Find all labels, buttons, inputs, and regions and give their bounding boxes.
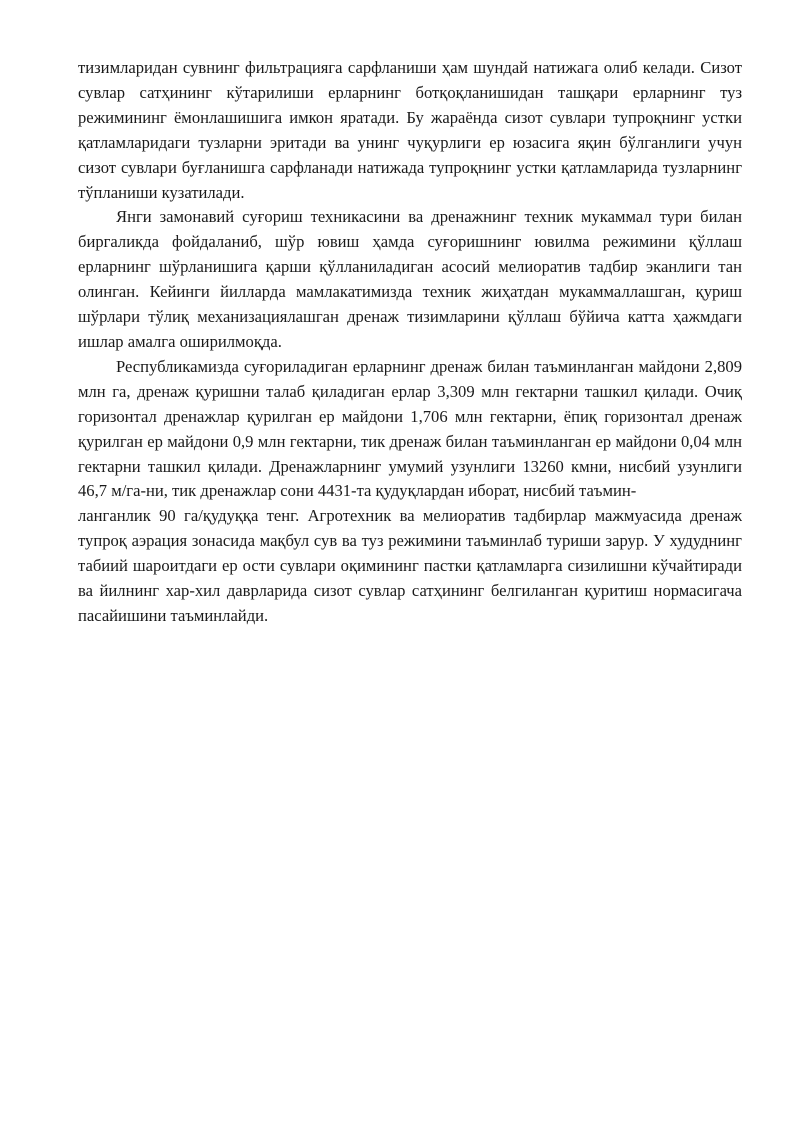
paragraph-2: Янги замонавий суғориш техникасини ва дренажнинг техник мукаммал тури билан биргаликда фойдаланиб, шўр ювиш ҳамда суғоришнинг ювилма режимини қўллаш ерларнинг шўрланишига қарши қўлланиладиган асосий мелиоратив тадбир эканлиги тан олинган. Кейинги йилларда мамлакатимизда техник жиҳатдан мукаммаллашган, қуриш шўрлари тўлиқ механизациялашган дренаж тизимларини қўллаш бўйича катта ҳажмдаги ишлар амалга оширилмоқда. <box>78 207 742 351</box>
paragraph-3-part-1: Республикамизда суғориладиган ерларнинг дренаж билан таъминланган майдони 2,809 млн га, дренаж қуришни талаб қиладиган ерлар 3,309 млн гектарни ташкил қилади. Очиқ горизонтал дренажлар қурилган ер майдони 1,706 млн гектарни, ёпиқ горизонтал дренаж қурилган ер майдони 0,9 млн гектарни, тик дренаж билан таъминланган ер майдони 0,04 млн гектарни ташкил қилади. Дренажларнинг умумий узунлиги 13260 кмни, нисбий узунлиги 46,7 м/га-ни, тик дренажлар сони 4431-та қудуқлардан иборат, нисбий таъмин- <box>78 356 742 501</box>
paragraph-3-part-2: ланганлик 90 га/қудуққа тенг. Агротехник ва мелиоратив тадбирлар мажмуасида дренаж тупроқ аэрация зонасида мақбул сув ва туз режимини таъминлаб туриши зарур. У худуднинг табиий шароитдаги ер ости сувлари оқимининг пастки қатламларга сизилишни кўчайтиради ва йилнинг хар-хил даврларида сизот сувлар сатҳининг белгиланган қуритиш нормасигача пасайишини таъминлайди. <box>78 506 742 625</box>
paragraph-1: тизимларидан сувнинг фильтрацияга сарфланиши ҳам шундай натижага олиб келади. Сизот сувлар сатҳининг кўтарилиши ерларнинг ботқоқланишидан ташқари ерларнинг туз режимининг ёмонлашишига имкон яратади. Бу жараёнда сизот сувлари тупроқнинг устки қатламларидаги тузларни эритади ва унинг чуқурлиги ер юзасига яқин бўлганлиги учун сизот сувлари буғланишга сарфланади натижада тупроқнинг устки қатламларида тузларнинг тўпланиши кузатилади. <box>78 58 742 202</box>
document-page <box>78 56 742 629</box>
